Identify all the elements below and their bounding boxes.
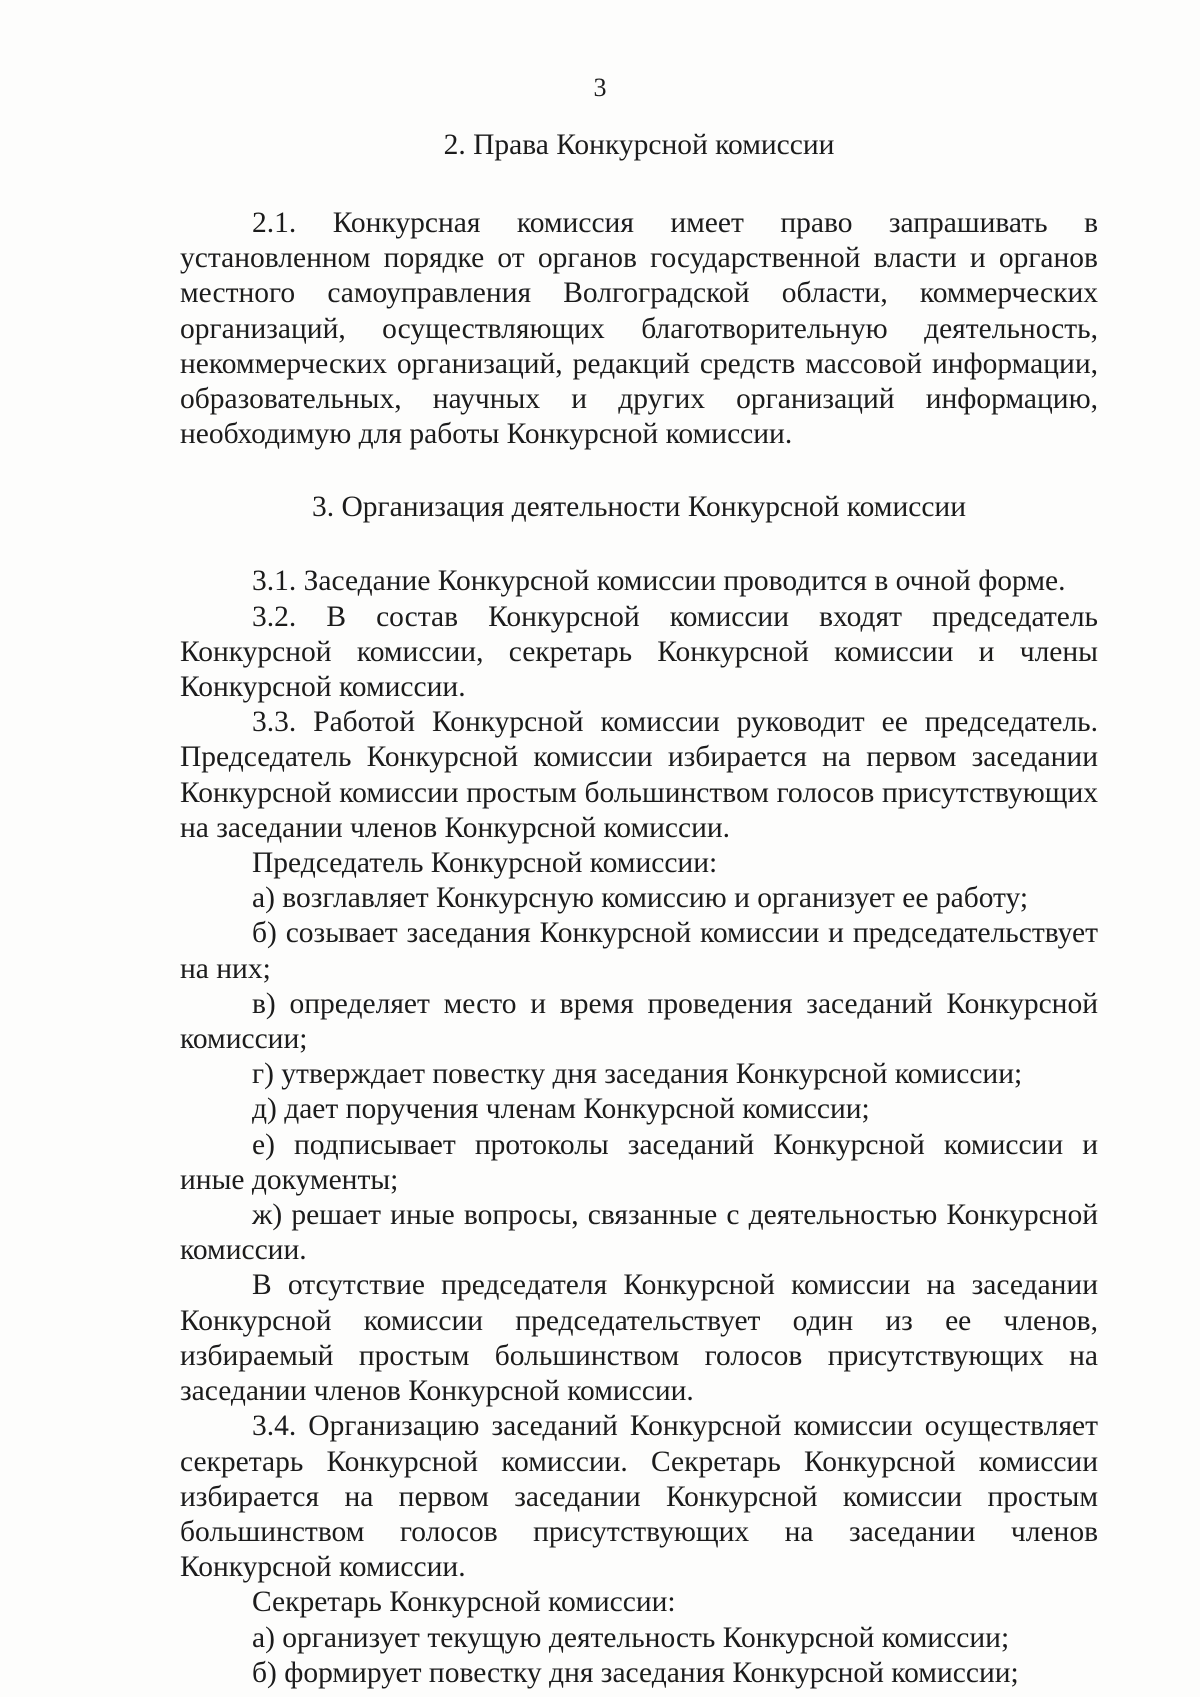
chairman-duty-a: а) возглавляет Конкурсную комиссию и организует ее работу; bbox=[252, 882, 1029, 915]
section-2-title: 2. Права Конкурсной комиссии bbox=[443, 129, 835, 161]
chairman-duty-g: г) утверждает повестку дня заседания Конкурсной комиссии; bbox=[252, 1058, 1023, 1091]
chairman-absence-paragraph: В отсутствие председателя Конкурсной комиссии на заседании Конкурсной комиссии председательствует один из ее членов, избираемый простым большинством голосов присутствующих на заседании членов Конкурсной комиссии. bbox=[180, 1269, 1098, 1408]
paragraph-2-1: 2.1. Конкурсная комиссия имеет право запрашивать в установленном порядке от органов государственной власти и органов местного самоуправления Волгоградской области, коммерческих организаций, осуществляющих благотворительную деятельность, некоммерческих организаций, редакций средств массовой информации, образовательных, научных и других организаций информацию, необходимую для работы Конкурсной комиссии. bbox=[180, 207, 1098, 451]
chairman-duty-e: е) подписывает протоколы заседаний Конкурсной комиссии и иные документы; bbox=[180, 1128, 1098, 1196]
secretary-duties-intro: Секретарь Конкурсной комиссии: bbox=[252, 1586, 676, 1619]
secretary-duty-b: б) формирует повестку дня заседания Конкурсной комиссии; bbox=[252, 1656, 1019, 1689]
paragraph-3-2: 3.2. В состав Конкурсной комиссии входят председатель Конкурсной комиссии, секретарь Конкурсной комиссии и члены Конкурсной комиссии. bbox=[180, 600, 1098, 704]
paragraph-3-1: 3.1. Заседание Конкурсной комиссии проводится в очной форме. bbox=[252, 565, 1066, 598]
document-body bbox=[180, 128, 1098, 1691]
paragraph-3-3: 3.3. Работой Конкурсной комиссии руководит ее председатель. Председатель Конкурсной комиссии избирается на первом заседании Конкурсной комиссии простым большинством голосов присутствующих на заседании членов Конкурсной комиссии. bbox=[180, 706, 1098, 844]
secretary-duty-a: а) организует текущую деятельность Конкурсной комиссии; bbox=[252, 1621, 1010, 1654]
section-3-title: 3. Организация деятельности Конкурсной комиссии bbox=[311, 491, 967, 524]
chairman-duty-zh: ж) решает иные вопросы, связанные с деятельностью Конкурсной комиссии. bbox=[180, 1199, 1098, 1267]
chairman-duty-d: д) дает поручения членам Конкурсной комиссии; bbox=[252, 1093, 870, 1126]
chairman-duties-intro: Председатель Конкурсной комиссии: bbox=[252, 847, 718, 880]
page-number: 3 bbox=[593, 73, 607, 102]
paragraph-3-4: 3.4. Организацию заседаний Конкурсной комиссии осуществляет секретарь Конкурсной комиссии. Секретарь Конкурсной комиссии избирается на первом заседании Конкурсной комиссии простым большинством голосов присутствующих на заседании членов Конкурсной комиссии. bbox=[180, 1410, 1098, 1584]
chairman-duty-v: в) определяет место и время проведения заседаний Конкурсной комиссии; bbox=[180, 987, 1098, 1056]
chairman-duty-b: б) созывает заседания Конкурсной комиссии и председательствует на них; bbox=[180, 917, 1098, 985]
